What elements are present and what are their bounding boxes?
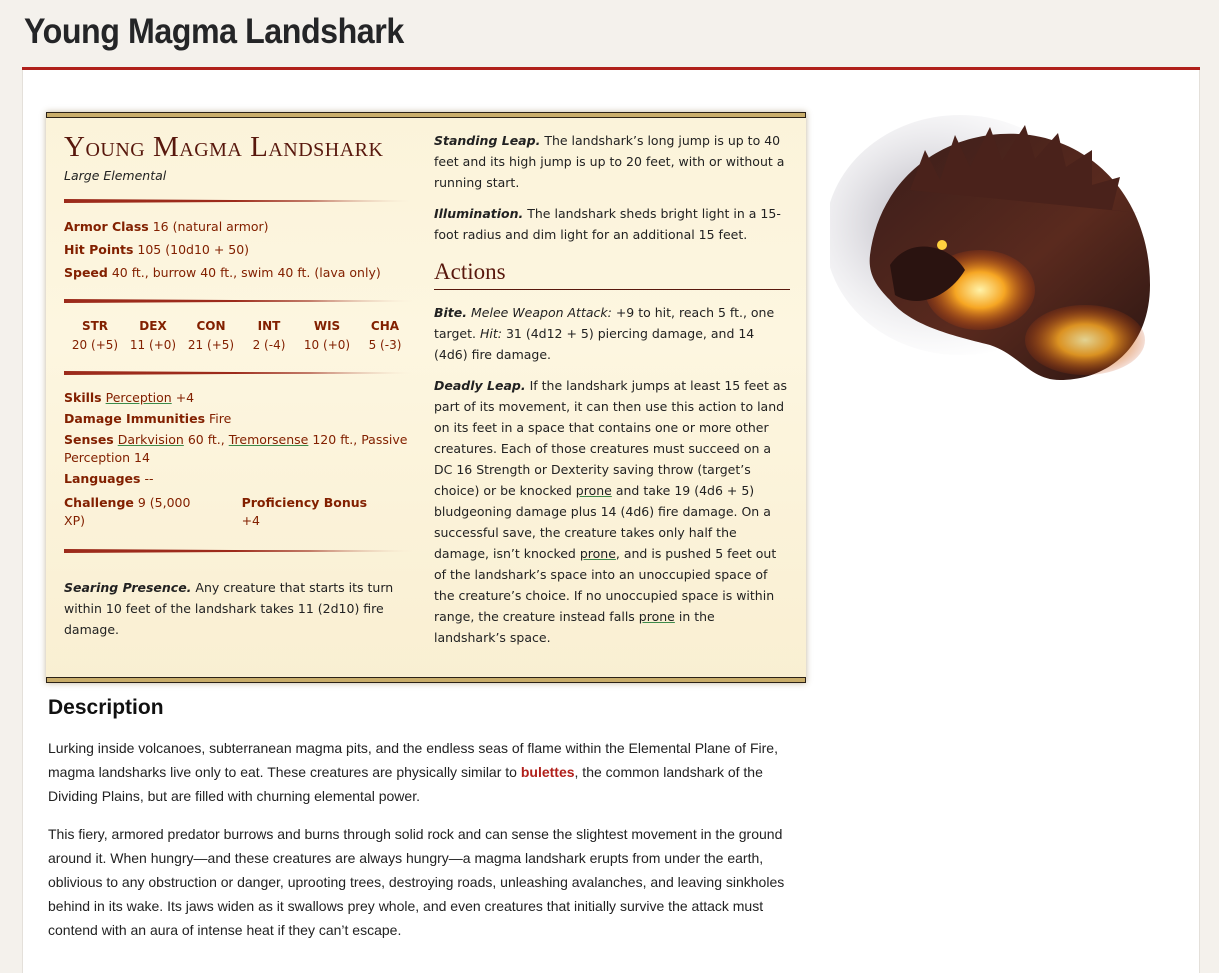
- ability-value: 2 (-4): [252, 338, 286, 352]
- prone-link[interactable]: prone: [638, 609, 675, 624]
- divider: [64, 199, 416, 203]
- deadly-leap-text-3: , and is pushed 5 feet out of the landshark’s space into an unoccupied space of the creature’s choice. If no unoccupied space is within range, the creature instead falls: [434, 546, 777, 624]
- armor-class-label: Armor Class: [64, 219, 149, 234]
- monster-name: Young Magma Landshark: [64, 131, 384, 163]
- ability-name: STR: [81, 319, 109, 333]
- trait-text: Any creature that starts its turn within 10 feet of the landshark takes 11 (2d10) fire damage.: [64, 580, 394, 637]
- hit-points-value: 105 (10d10 + 50): [137, 242, 250, 257]
- proficiency-bonus-value: +4: [241, 513, 261, 528]
- darkvision-link[interactable]: Darkvision: [117, 432, 184, 447]
- page-title: Young Magma Landshark: [24, 12, 404, 51]
- divider: [64, 549, 416, 553]
- ability-value: 20 (+5): [71, 338, 119, 352]
- challenge-row: [64, 494, 416, 533]
- challenge-label: Challenge: [64, 495, 134, 510]
- ability-value: 5 (-3): [368, 338, 402, 352]
- ability-value: 21 (+5): [187, 338, 235, 352]
- attack-type: Melee Weapon Attack:: [471, 305, 612, 320]
- ability-name: CHA: [370, 319, 400, 333]
- challenge: [64, 494, 202, 530]
- bite-text-1: +9 to hit, reach 5 ft., one target.: [434, 305, 775, 341]
- ability-str: [66, 317, 124, 355]
- description-p1-after: , the common landshark of the Dividing Plains, but are filled with churning elemental power.: [48, 764, 763, 804]
- prone-link[interactable]: prone: [579, 546, 616, 561]
- ability-scores: [64, 317, 416, 355]
- damage-immunities-label: Damage Immunities: [64, 411, 206, 426]
- properties: [64, 389, 416, 533]
- trait-name: Standing Leap.: [434, 133, 541, 148]
- skills-label: Skills: [64, 390, 102, 405]
- page-header: [22, 0, 1200, 70]
- fire-glow-tail: [1025, 305, 1145, 375]
- ability-name: INT: [257, 319, 281, 333]
- ability-name: WIS: [313, 319, 341, 333]
- ability-value: 10 (+0): [303, 338, 351, 352]
- monster-type: Large Elemental: [64, 168, 167, 183]
- proficiency-bonus-label: Proficiency Bonus: [241, 495, 368, 510]
- action-bite: [434, 302, 790, 365]
- trait-name: Searing Presence.: [64, 580, 192, 595]
- armor-class-value: 16 (natural armor): [152, 219, 269, 234]
- trait-text: The landshark’s long jump is up to 40 feet and its high jump is up to 20 feet, with or without a running start.: [434, 133, 785, 190]
- armor-class: [64, 217, 416, 237]
- stat-block-bottom-bar: [46, 677, 806, 683]
- ability-cha: [356, 317, 414, 355]
- damage-immunities: [64, 410, 416, 428]
- bite-text-2: 31 (4d12 + 5) piercing damage, and 14 (4d6) fire damage.: [434, 326, 755, 362]
- action-name: Bite.: [434, 305, 468, 320]
- ability-name: CON: [196, 319, 226, 333]
- perception-link[interactable]: Perception: [105, 390, 172, 405]
- stat-block: [46, 112, 806, 683]
- tremorsense-link[interactable]: Tremorsense: [228, 432, 309, 447]
- hit-points: [64, 240, 416, 260]
- description-paragraph-2: This fiery, armored predator burrows and burns through solid rock and can sense the slightest movement in the ground around it. When hungry—and these creatures are always hungry—a magma landshark erupts from under the earth, oblivious to any obstruction or danger, uprooting trees, destroying roads, unleashing avalanches, and leaving sinkholes behind in its wake. Its jaws widen as it swallows prey whole, and even creatures that initially survive the attack must contend with an aura of intense heat if they can’t escape.: [48, 826, 785, 938]
- hit-points-label: Hit Points: [64, 242, 134, 257]
- skills: [64, 389, 416, 407]
- proficiency-bonus: [242, 494, 376, 530]
- speed: [64, 263, 416, 283]
- senses-text-2: 120 ft., Passive Perception 14: [64, 432, 408, 465]
- description-p1-before: Lurking inside volcanoes, subterranean magma pits, and the endless seas of flame within the Elemental Plane of Fire, magma landsharks live only to eat. These creatures are physically similar to: [48, 740, 778, 780]
- ability-dex: [124, 317, 182, 355]
- eye: [937, 240, 947, 250]
- deadly-leap-text-2: and take 19 (4d6 + 5) bludgeoning damage plus 14 (4d6) fire damage. On a successful save, the creature takes only half the damage, isn’t knocked: [434, 483, 771, 561]
- damage-immunities-value: Fire: [209, 411, 232, 426]
- divider: [64, 371, 416, 375]
- action-deadly-leap: [434, 375, 790, 648]
- divider: [64, 299, 416, 303]
- stat-block-left-column: [64, 130, 416, 640]
- ability-name: DEX: [139, 319, 167, 333]
- speed-label: Speed: [64, 265, 108, 280]
- hit-label: Hit:: [479, 326, 502, 341]
- trait-name: Illumination.: [434, 206, 524, 221]
- ability-value: 11 (+0): [129, 338, 177, 352]
- stat-block-top-bar: [46, 112, 806, 118]
- skills-value: +4: [175, 390, 195, 405]
- ability-con: [182, 317, 240, 355]
- prone-link[interactable]: prone: [575, 483, 612, 498]
- senses: [64, 431, 416, 467]
- monster-illustration: [830, 95, 1175, 395]
- ability-int: [240, 317, 298, 355]
- trait-standing-leap: [434, 130, 790, 193]
- languages-value: --: [144, 471, 154, 486]
- senses-text-1: 60 ft.,: [187, 432, 225, 447]
- languages: [64, 470, 416, 488]
- action-name: Deadly Leap.: [434, 378, 526, 393]
- challenge-value: 9 (5,000 XP): [64, 495, 191, 528]
- ability-wis: [298, 317, 356, 355]
- description-paragraph-1: [48, 736, 788, 808]
- trait-text: The landshark sheds bright light in a 15-foot radius and dim light for an additional 15 feet.: [434, 206, 781, 242]
- bulettes-link[interactable]: bulettes: [520, 764, 575, 780]
- languages-label: Languages: [64, 471, 141, 486]
- description-heading: Description: [48, 696, 164, 719]
- senses-label: Senses: [64, 432, 114, 447]
- actions-heading: Actions: [434, 259, 790, 290]
- trait-illumination: [434, 203, 790, 245]
- stat-block-right-column: [434, 130, 790, 658]
- deadly-leap-text-4: in the landshark’s space.: [434, 609, 715, 645]
- trait-searing-presence: [64, 577, 416, 640]
- speed-value: 40 ft., burrow 40 ft., swim 40 ft. (lava only): [111, 265, 381, 280]
- deadly-leap-text-1: If the landshark jumps at least 15 feet as part of its movement, it can then use this action to land on its feet in a space that contains one or more other creatures. Each of those creatures must succeed on a DC 16 Strength or Dexterity saving throw (target’s choice) or be knocked: [434, 378, 788, 498]
